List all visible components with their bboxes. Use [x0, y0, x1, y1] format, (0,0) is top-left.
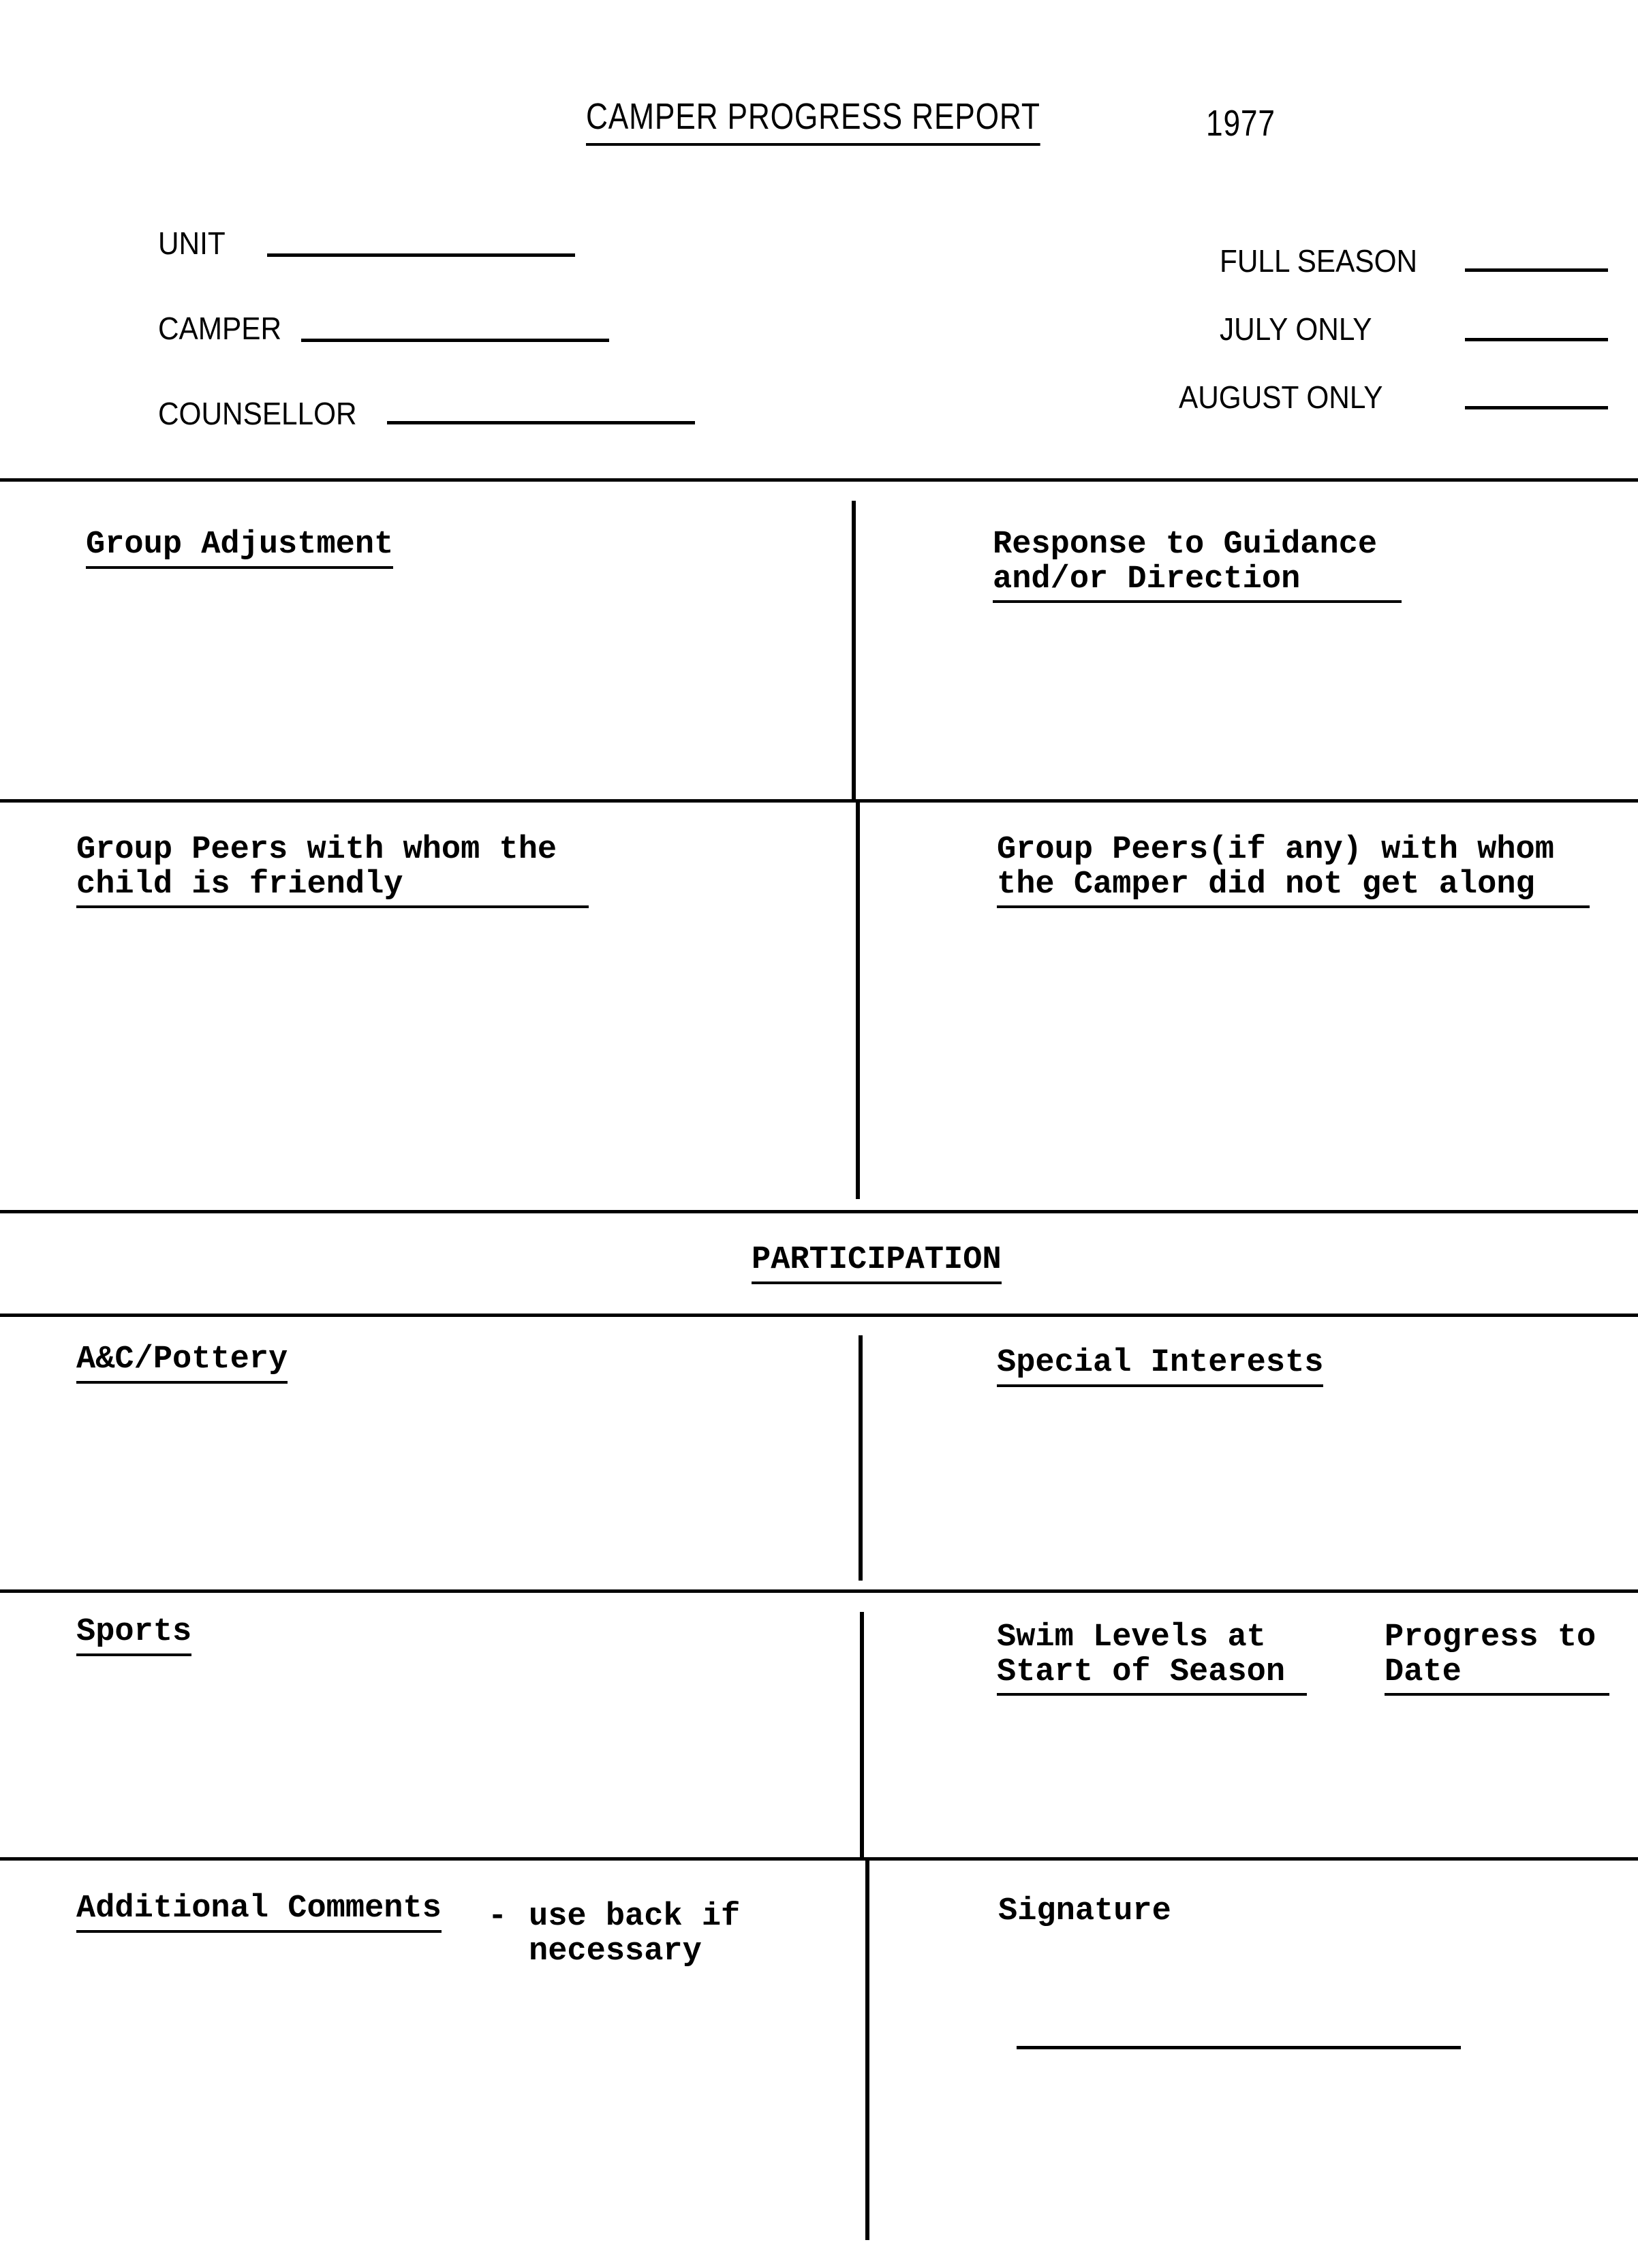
comments-note-line1: use back if — [529, 1899, 741, 1935]
progress-to-date-heading — [1385, 1620, 1609, 1696]
divider-line — [0, 1314, 1638, 1317]
response-guidance-line1: Response to Guidance — [993, 527, 1378, 563]
divider-line — [0, 1210, 1638, 1213]
peers-not-along-line1: Group Peers(if any) with whom — [997, 832, 1554, 868]
group-adjustment-label: Group Adjustment — [86, 527, 393, 569]
comments-note — [529, 1899, 740, 1969]
column-divider — [859, 1335, 863, 1581]
special-interests-heading — [997, 1346, 1323, 1380]
response-guidance-line2: and/or Direction — [993, 561, 1301, 597]
ac-pottery-heading — [76, 1342, 288, 1377]
full-season-label: FULL SEASON — [1220, 243, 1418, 279]
column-divider — [852, 501, 856, 801]
full-season-field-line[interactable] — [1465, 268, 1608, 272]
august-only-label: AUGUST ONLY — [1179, 379, 1383, 415]
progress-line2: Date — [1385, 1654, 1462, 1690]
unit-field-line[interactable] — [267, 253, 575, 257]
report-year: 1977 — [1206, 103, 1276, 144]
signature-line[interactable] — [1017, 2046, 1461, 2049]
comments-note-line2: necessary — [529, 1933, 702, 1970]
peers-not-along-heading — [997, 833, 1590, 908]
divider-line — [0, 1589, 1638, 1593]
july-only-field-line[interactable] — [1465, 338, 1608, 341]
divider-line — [0, 478, 1638, 482]
report-title: CAMPER PROGRESS REPORT — [586, 95, 1040, 146]
signature-label: Signature — [998, 1893, 1171, 1929]
ac-pottery-label: A&C/Pottery — [76, 1341, 288, 1384]
divider-line — [0, 799, 1638, 803]
swim-levels-line2: Start of Season — [997, 1654, 1286, 1690]
progress-line1: Progress to — [1385, 1619, 1596, 1656]
group-adjustment-heading — [86, 527, 393, 562]
column-divider — [860, 1612, 864, 1859]
swim-levels-heading — [997, 1620, 1307, 1696]
additional-comments-heading — [76, 1891, 442, 1926]
participation-heading — [752, 1243, 1002, 1277]
peers-friendly-line2: child is friendly — [76, 867, 403, 903]
swim-levels-line1: Swim Levels at — [997, 1619, 1266, 1656]
sports-heading — [76, 1615, 191, 1649]
additional-comments-label: Additional Comments — [76, 1891, 442, 1933]
response-guidance-heading — [993, 527, 1402, 603]
counsellor-label: COUNSELLOR — [158, 396, 357, 431]
participation-label: PARTICIPATION — [752, 1242, 1002, 1284]
peers-not-along-line2: the Camper did not get along — [997, 867, 1535, 903]
august-only-field-line[interactable] — [1465, 406, 1608, 409]
special-interests-label: Special Interests — [997, 1345, 1323, 1387]
unit-label: UNIT — [158, 226, 226, 261]
comments-note-dash: - — [488, 1899, 508, 1935]
peers-friendly-line1: Group Peers with whom the — [76, 832, 557, 868]
counsellor-field-line[interactable] — [387, 421, 695, 424]
peers-friendly-heading — [76, 833, 589, 908]
sports-label: Sports — [76, 1614, 191, 1656]
divider-line — [0, 1857, 1638, 1861]
camper-field-line[interactable] — [301, 339, 609, 342]
july-only-label: JULY ONLY — [1220, 311, 1372, 347]
column-divider — [856, 801, 860, 1199]
camper-label: CAMPER — [158, 311, 282, 346]
column-divider — [865, 1859, 869, 2240]
